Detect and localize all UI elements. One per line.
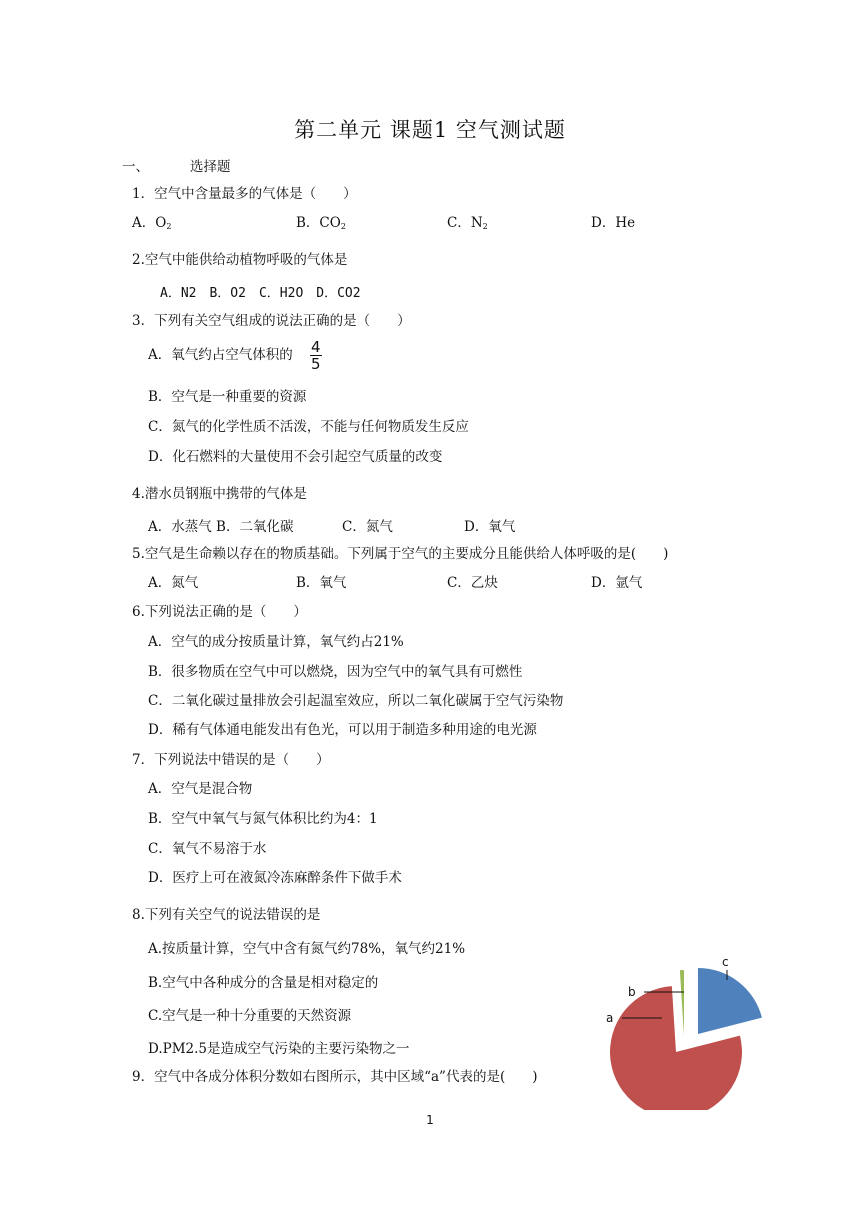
q4-stem: 4.潜水员钢瓶中携带的气体是 (132, 486, 307, 502)
fraction-numerator: 4 (311, 338, 321, 356)
pie-label-b: b (628, 985, 636, 999)
q4-option-ab: A．水蒸气 B．二氧化碳 (148, 519, 294, 535)
q9-stem: 9．空气中各成分体积分数如右图所示，其中区域“a”代表的是( ) (132, 1069, 538, 1085)
q6-stem: 6.下列说法正确的是（ ） (132, 604, 307, 620)
pie-label-c: c (722, 955, 729, 969)
q8-option-c: C.空气是一种十分重要的天然资源 (148, 1008, 352, 1024)
q8-stem: 8.下列有关空气的说法错误的是 (132, 907, 321, 923)
q8-option-b: B.空气中各种成分的含量是相对稳定的 (148, 975, 379, 991)
q3-option-b: B．空气是一种重要的资源 (148, 389, 307, 405)
q8-option-d: D.PM2.5是造成空气污染的主要污染物之一 (148, 1041, 410, 1057)
q8-option-a: A.按质量计算，空气中含有氮气约78%，氧气约21% (148, 941, 466, 957)
q7-option-c: C．氧气不易溶于水 (148, 841, 267, 857)
q1-option-a: A．$O_2$ (132, 215, 172, 231)
q4-option-d: D．氧气 (464, 519, 516, 535)
air-composition-pie-chart (600, 950, 770, 1110)
q6-option-b: B．很多物质在空气中可以燃烧，因为空气中的氧气具有可燃性 (148, 664, 523, 680)
q3-option-d: D．化石燃料的大量使用不会引起空气质量的改变 (148, 449, 443, 465)
section-number: 一、 (122, 159, 149, 175)
q1-option-d: D．He (591, 215, 636, 231)
fraction-denominator: 5 (311, 355, 321, 373)
q1-option-b: B．$CO_2$ (296, 215, 346, 231)
q3-option-a: A．氧气约占空气体积的 (148, 347, 293, 363)
page-number: 1 (426, 1113, 434, 1127)
pie-slice-b (680, 970, 684, 1036)
q5-option-d: D．氩气 (591, 575, 643, 591)
q5-option-b: B．氧气 (296, 575, 347, 591)
q7-option-d: D．医疗上可在液氮冷冻麻醉条件下做手术 (148, 870, 402, 886)
q1-stem: 1．空气中含量最多的气体是（ ） (132, 186, 357, 202)
q4-option-c: C．氮气 (342, 519, 393, 535)
q5-option-a: A．氮气 (148, 575, 199, 591)
q1-option-c: C．$N_2$ (447, 215, 488, 231)
fraction-four-fifths (310, 339, 322, 372)
q3-option-c: C．氮气的化学性质不活泼，不能与任何物质发生反应 (148, 419, 469, 435)
q5-option-c: C．乙炔 (447, 575, 498, 591)
q7-stem: 7．下列说法中错误的是（ ） (132, 752, 330, 768)
q2-options: A．N2 B．O2 C．H2O D．CO2 (160, 286, 361, 301)
q5-stem: 5.空气是生命赖以存在的物质基础。下列属于空气的主要成分且能供给人体呼吸的是( ) (132, 546, 669, 562)
q3-stem: 3．下列有关空气组成的说法正确的是（ ） (132, 313, 411, 329)
section-label: 选择题 (190, 159, 231, 175)
q7-option-b: B．空气中氧气与氮气体积比约为4：1 (148, 811, 378, 827)
pie-label-a: a (606, 1011, 614, 1025)
q7-option-a: A．空气是混合物 (148, 781, 253, 797)
q6-option-d: D．稀有气体通电能发出有色光，可以用于制造多种用途的电光源 (148, 722, 537, 738)
pie-slice-c (698, 968, 762, 1034)
page-title: 第二单元 课题1 空气测试题 (294, 118, 566, 142)
q6-option-c: C．二氧化碳过量排放会引起温室效应，所以二氧化碳属于空气污染物 (148, 693, 564, 709)
q2-stem: 2.空气中能供给动植物呼吸的气体是 (132, 252, 348, 268)
q6-option-a: A．空气的成分按质量计算，氧气约占21% (148, 634, 404, 650)
